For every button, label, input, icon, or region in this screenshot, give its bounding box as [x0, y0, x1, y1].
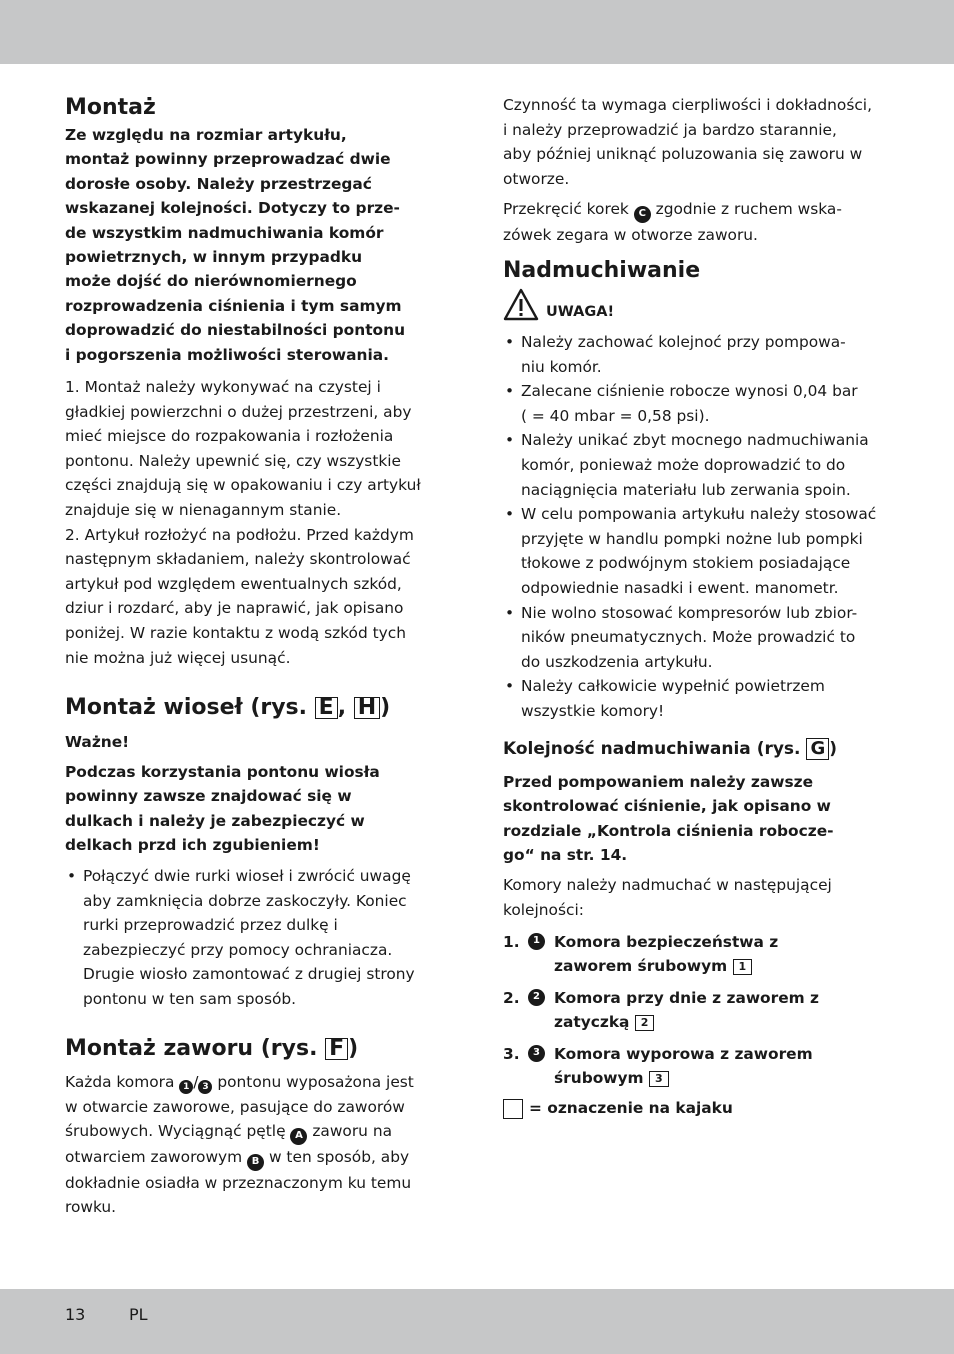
kolejnosc-title-suffix: ): [829, 739, 837, 759]
figure-ref-f: F: [325, 1038, 348, 1060]
bullet-line: • Nie wolno stosować kompresorów lub zbior-: [521, 603, 858, 622]
warning-line: rozdziale „Kontrola ciśnienia robocze-: [503, 821, 834, 840]
body-line: gładkiej powierzchni o dużej przestrzeni, aby: [65, 402, 412, 421]
intro-line: powietrznych, w innym przypadku: [65, 248, 363, 267]
korek-line-1: [503, 197, 842, 223]
body-line: Czynność ta wymaga cierpliwości i dokładności,: [503, 96, 872, 114]
bullet-line: pontonu w ten sam sposób.: [83, 989, 297, 1008]
wiosla-title-text: Montaż wioseł (rys.: [65, 695, 315, 720]
body-line: kolejności:: [503, 900, 584, 919]
body-line: 2. Artykuł rozłożyć na podłożu. Przed każdym: [65, 525, 414, 544]
text: /: [193, 1073, 199, 1091]
bullet-line: aby zamknięcia dobrze zaskoczyły. Koniec: [83, 891, 407, 910]
warning-line: go“ na str. 14.: [503, 846, 628, 865]
body-line: dziur i rozdarć, aby je naprawić, jak opisano: [65, 599, 404, 618]
text: w ten sposób, aby: [264, 1147, 410, 1166]
figure-ref-g: G: [806, 738, 829, 760]
kolejnosc-title-text: Kolejność nadmuchiwania (rys.: [503, 739, 807, 759]
list-item: [503, 379, 876, 428]
nadmuch-bullets: [503, 330, 876, 724]
zawor-line-5: dokładnie osiadła w przeznaczonym ku temu: [65, 1173, 412, 1192]
sequence-item: [503, 1042, 819, 1091]
warning-line: Podczas korzystania pontonu wiosła: [65, 763, 380, 781]
sequence-item: [503, 930, 819, 979]
zawor-line-1: [65, 1070, 414, 1095]
korek-line-2: zówek zegara w otworze zaworu.: [503, 225, 758, 244]
chamber-1-icon: 1: [528, 933, 545, 950]
list-item: [503, 601, 876, 675]
body-line: znajduje się w nienagannym stanie.: [65, 500, 342, 519]
body-line: nie można już więcej usunąć.: [65, 648, 291, 667]
intro-line: rozprowadzenia ciśnienia i tym samym: [65, 296, 402, 315]
important-label: Ważne!: [65, 733, 130, 751]
valve-continuation: [503, 93, 872, 191]
intro-line: doprowadzić do niestabilności pontonu: [65, 321, 406, 340]
wiosla-title-sep: ,: [337, 695, 354, 720]
zawor-body: [65, 1070, 414, 1220]
korek-paragraph: [503, 197, 842, 247]
wiosla-bullets: [65, 864, 415, 1012]
chamber-3-icon: 3: [198, 1080, 212, 1094]
body-line: 1. Montaż należy wykonywać na czystej i: [65, 378, 381, 396]
bullet-line: • Należy całkowicie wypełnić powietrzem: [521, 677, 825, 696]
text: Przekręcić korek: [503, 200, 634, 218]
bullet-line: niu komór.: [521, 357, 602, 376]
zawor-line-6: rowku.: [65, 1198, 117, 1217]
warning-line: Przed pompowaniem należy zawsze: [503, 773, 814, 791]
body-line: aby później uniknąć poluzowania się zaworu w: [503, 145, 863, 164]
figure-ref-e: E: [315, 697, 338, 719]
bullet-line: do uszkodzenia artykułu.: [521, 652, 713, 671]
legend-row: [503, 1096, 733, 1120]
section-title-kolejnosc: [503, 737, 837, 761]
body-line: części znajdują się w opakowaniu i czy artykuł: [65, 476, 421, 495]
intro-line: wskazanej kolejności. Dotyczy to prze-: [65, 199, 400, 218]
body-line: i należy przeprowadzić ja bardzo starannie,: [503, 120, 837, 139]
list-item: [503, 330, 876, 379]
body-line: otworze.: [503, 169, 570, 188]
zawor-line-2: w otwarcie zaworowe, pasujące do zaworów: [65, 1097, 405, 1116]
step-line-1: Komora przy dnie z zaworem z: [554, 988, 820, 1007]
bullet-line: ( = 40 mbar = 0,58 psi).: [521, 406, 710, 425]
chamber-1-icon: 1: [179, 1080, 193, 1094]
text: zatyczką: [554, 1013, 630, 1032]
text: Każda komora: [65, 1073, 180, 1091]
wiosla-warning: [65, 760, 380, 858]
bullet-line: • Należy zachować kolejnoć przy pompowa-: [521, 333, 846, 351]
warning-line: skontrolować ciśnienie, jak opisano w: [503, 797, 831, 816]
intro-line: może dojść do nierównomiernego: [65, 272, 357, 291]
header-bar: [0, 0, 954, 64]
bullet-line: komór, ponieważ może doprowadzić to do: [521, 455, 846, 474]
step-number: 1.: [503, 933, 520, 951]
body-line: artykuł pod względem ewentualnych szkód,: [65, 574, 402, 593]
kolejnosc-warning: [503, 770, 834, 868]
intro-line: i pogorszenia możliwości sterowania.: [65, 345, 389, 364]
inflation-sequence: [503, 930, 819, 1097]
intro-line: dorosłe osoby. Należy przestrzegać: [65, 174, 372, 193]
bullet-line: rurki przeprowadzić przez dulkę i: [83, 916, 338, 935]
bullet-line: odpowiednie nasadki i ewent. manometr.: [521, 578, 839, 597]
figure-ref-h: H: [354, 697, 380, 719]
body-line: mieć miejsce do rozpakowania i rozłożenia: [65, 427, 394, 446]
chamber-marker-box: 1: [733, 959, 753, 975]
page-number: 13: [65, 1305, 86, 1324]
zawor-title-suffix: ): [348, 1036, 359, 1061]
bullet-line: • W celu pompowania artykułu należy stosować: [521, 505, 877, 524]
intro-line: montaż powinny przeprowadzać dwie: [65, 150, 391, 169]
zawor-line-3: [65, 1119, 414, 1145]
step-line-2: [554, 954, 819, 978]
list-item: [503, 428, 876, 502]
list-item: [65, 864, 415, 1012]
list-item: [503, 502, 876, 600]
text: śrubowym: [554, 1069, 644, 1088]
body-line: następnym składaniem, należy skontrolować: [65, 550, 411, 569]
warning-line: powinny zawsze znajdować się w: [65, 787, 352, 806]
zawor-line-4: [65, 1145, 414, 1171]
text: zaworem śrubowym: [554, 957, 728, 976]
chamber-marker-box: 2: [635, 1015, 655, 1031]
section-title-wiosla: [65, 695, 390, 721]
montaz-intro: [65, 123, 405, 367]
list-item: [503, 674, 876, 723]
chamber-marker-box: 3: [649, 1071, 669, 1087]
step-number: 2.: [503, 988, 520, 1007]
montaz-body: [65, 375, 421, 670]
section-title-montaz: Montaż: [65, 95, 156, 120]
body-line: poniżej. W razie kontaktu z wodą szkód tych: [65, 623, 406, 642]
section-title-zawor: [65, 1036, 358, 1062]
part-c-icon: C: [634, 206, 651, 223]
step-number: 3.: [503, 1044, 520, 1063]
text: zgodnie z ruchem wska-: [650, 200, 842, 218]
chamber-3-icon: 3: [528, 1045, 545, 1062]
bullet-line: przyjęte w handlu pompki nożne lub pompki: [521, 529, 863, 548]
text: otwarciem zaworowym: [65, 1147, 248, 1166]
body-line: Komory należy nadmuchać w następującej: [503, 876, 832, 894]
part-a-icon: A: [290, 1128, 307, 1145]
intro-line: Ze względu na rozmiar artykułu,: [65, 126, 347, 144]
bullet-line: tłokowe z podwójnym stokiem posiadające: [521, 554, 851, 573]
part-b-icon: B: [247, 1154, 264, 1171]
sequence-item: [503, 986, 819, 1035]
warning-label: UWAGA!: [546, 303, 615, 320]
bullet-line: zabezpieczyć przy pomocy ochraniacza.: [83, 940, 393, 959]
warning-line: delkach przd ich zgubieniem!: [65, 836, 320, 855]
step-line-2: [554, 1066, 819, 1090]
section-title-nadmuchiwanie: Nadmuchiwanie: [503, 258, 701, 283]
text: pontonu wyposażona jest: [212, 1073, 414, 1091]
bullet-line: • Połączyć dwie rurki wioseł i zwrócić uwagę: [83, 867, 411, 885]
zawor-title-text: Montaż zaworu (rys.: [65, 1036, 326, 1061]
language-code: PL: [129, 1305, 148, 1324]
step-line-2: [554, 1010, 819, 1034]
wiosla-title-suffix: ): [380, 695, 391, 720]
text: śrubowych. Wyciągnąć pętlę: [65, 1122, 291, 1141]
kolejnosc-body: [503, 873, 832, 922]
bullet-line: wszystkie komory!: [521, 701, 665, 720]
body-line: pontonu. Należy upewnić się, czy wszystkie: [65, 451, 402, 470]
marking-box-icon: [503, 1099, 523, 1119]
intro-line: de wszystkim nadmuchiwania komór: [65, 223, 384, 242]
text: zaworu na: [307, 1122, 393, 1141]
legend-text: = oznaczenie na kajaku: [529, 1099, 733, 1117]
bullet-line: Drugie wiosło zamontować z drugiej strony: [83, 965, 415, 984]
chamber-2-icon: 2: [528, 989, 545, 1006]
bullet-line: • Należy unikać zbyt mocnego nadmuchiwania: [521, 431, 869, 450]
warning-icon: [503, 288, 539, 326]
step-line-1: Komora bezpieczeństwa z: [554, 933, 779, 951]
bullet-line: naciągnięcia materiału lub zerwania spoin.: [521, 480, 851, 499]
bullet-line: ników pneumatycznych. Może prowadzić to: [521, 628, 856, 647]
warning-line: dulkach i należy je zabezpieczyć w: [65, 811, 365, 830]
step-line-1: Komora wyporowa z zaworem: [554, 1044, 813, 1063]
warning-row: [503, 288, 614, 326]
bullet-line: • Zalecane ciśnienie robocze wynosi 0,04 bar: [521, 382, 858, 401]
